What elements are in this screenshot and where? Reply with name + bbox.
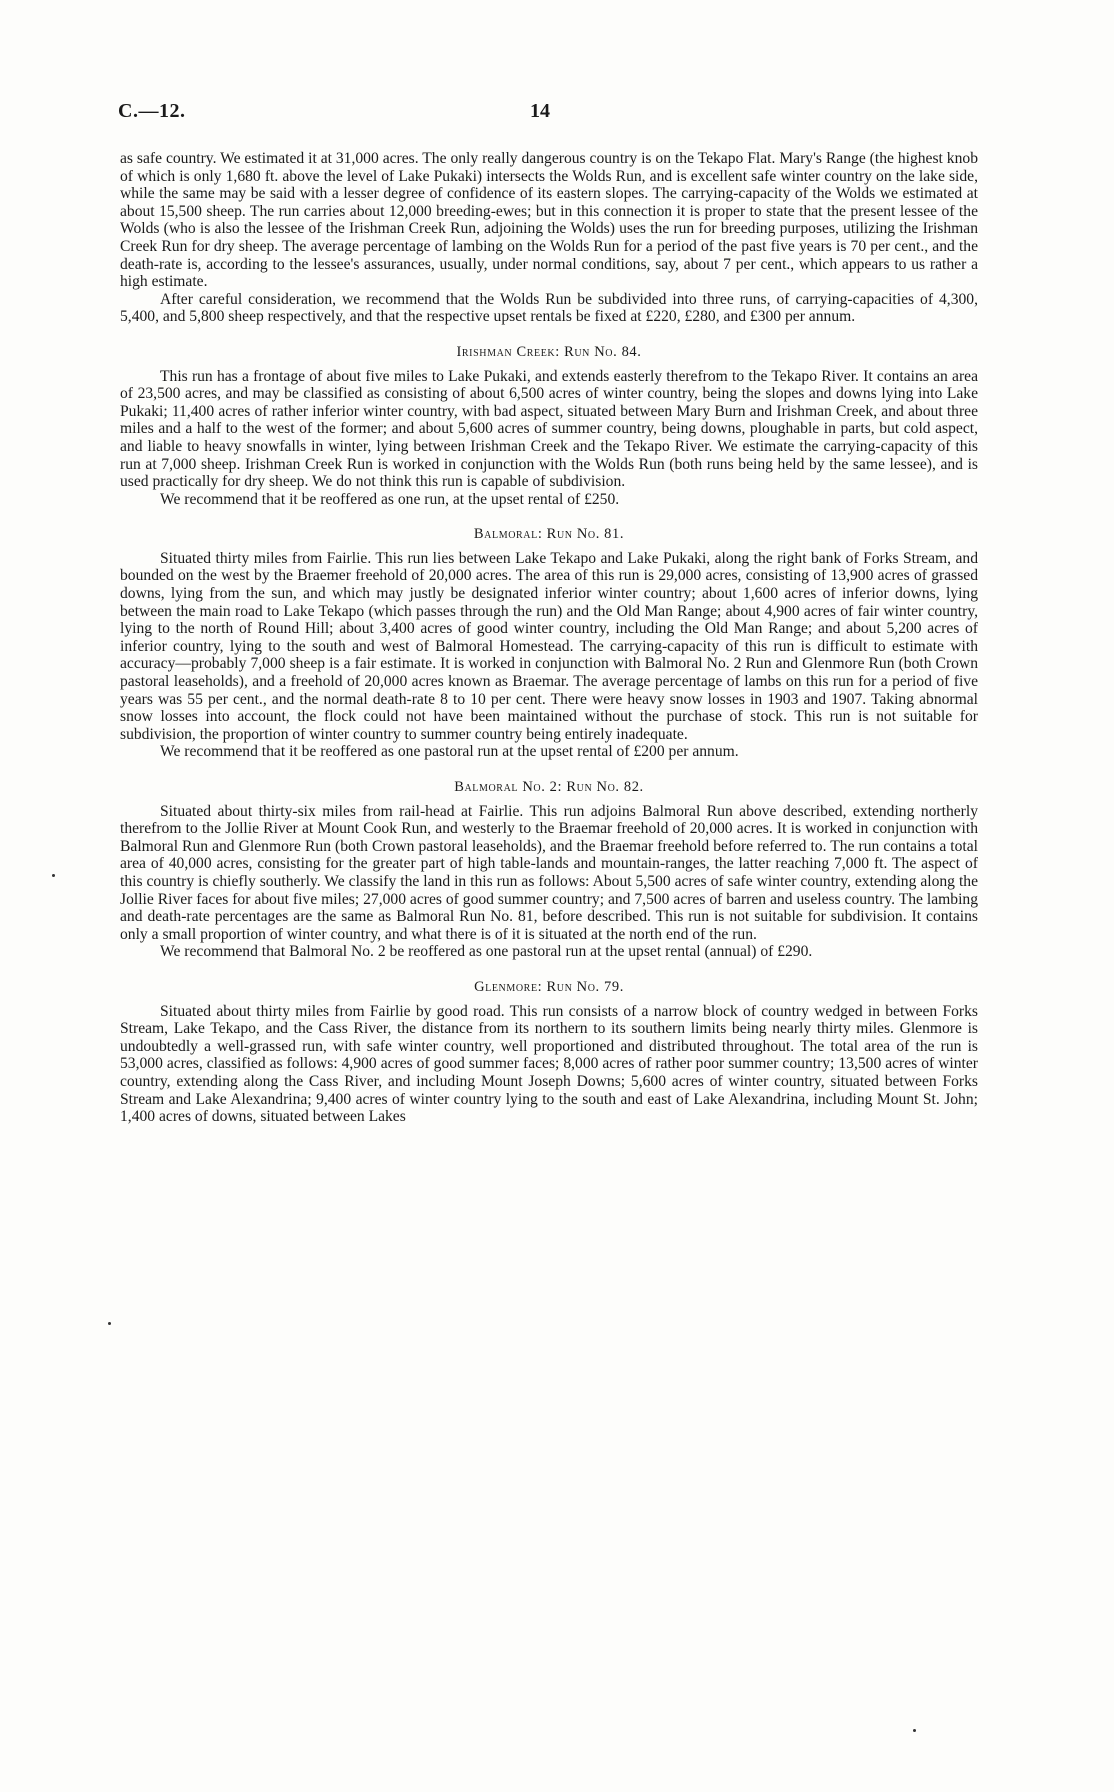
section-recommendation: We recommend that it be reoffered as one pastoral run at the upset rental of £200 per annum.: [160, 743, 739, 761]
scan-speck-icon: [52, 874, 55, 877]
page-number: 14: [530, 100, 550, 122]
section-heading-glenmore: Glenmore: Run No. 79.: [474, 978, 624, 995]
scan-speck-icon: [108, 1322, 111, 1325]
section-paragraph: This run has a frontage of about five miles to Lake Pukaki, and extends easterly therefrom to the Tekapo River. It contains an area of 23,500 acres, and may be classified as consisting of about 6,500 acres of winter country, being the slopes and downs lying into Lake Pukaki; 11,400 acres of rather inferior winter country, with bad aspect, situated between Mary Burn and Irishman Creek, and about three miles and a half to the west of the former; and about 5,600 acres of summer country, being downs, ploughable in parts, but cold aspect, and liable to heavy snowfalls in winter, lying between Irishman Creek and the Tekapo River. We estimate the carrying-capacity of this run at 7,000 sheep. Irishman Creek Run is worked in conjunction with the Wolds Run (both runs being held by the same lessee), and is used practically for dry sheep. We do not think this run is capable of subdivision.: [120, 367, 978, 491]
section-paragraph: Situated about thirty miles from Fairlie by good road. This run consists of a narrow block of country wedged in between Forks Stream, Lake Tekapo, and the Cass River, the distance from its northern to its southern limits being nearly thirty miles. Glenmore is undoubtedly a well-grassed run, with safe winter country, well proportioned and distributed throughout. The total area of the run is 53,000 acres, classified as follows: 4,900 acres of good summer faces; 8,000 acres of rather poor summer country; 13,500 acres of winter country, extending along the Cass River, and including Mount Joseph Downs; 5,600 acres of winter country, situated between Forks Stream and Lake Alexandrina; 9,400 acres of winter country lying to the south and east of Lake Alexandrina, including Mount St. John; 1,400 acres of downs, situated between Lakes: [120, 1002, 978, 1126]
document-reference: C.—12.: [118, 100, 186, 122]
section-paragraph: Situated thirty miles from Fairlie. This run lies between Lake Tekapo and Lake Pukaki, along the right bank of Forks Stream, and bounded on the west by the Braemer freehold of 20,000 acres. The area of this run is 29,000 acres, consisting of 13,900 acres of grassed downs, lying from the sun, and which may justly be designated inferior winter country; about 1,600 acres of inferior downs, lying between the main road to Lake Tekapo (which passes through the run) and the Old Man Range; about 4,900 acres of fair winter country, lying to the north of Round Hill; about 3,400 acres of good winter country, including the Old Man Range; and about 5,200 acres of inferior country, lying to the south and west of Balmoral Homestead. The carrying-capacity of this run is difficult to estimate with accuracy—probably 7,000 sheep is a fair estimate. It is worked in conjunction with Balmoral No. 2 Run and Glenmore Run (both Crown pastoral leaseholds), and a freehold of 20,000 acres known as Braemar. The average percentage of lambs on this run for a period of five years was 55 per cent., and the normal death-rate 8 to 10 per cent. There were heavy snow losses in 1903 and 1907. Taking abnormal snow losses into account, the flock could not have been maintained without the purchase of stock. This run is not suitable for subdivision, the proportion of winter country to summer country being entirely inadequate.: [120, 549, 978, 743]
scan-speck-icon: [913, 1729, 916, 1732]
section-recommendation: We recommend that it be reoffered as one run, at the upset rental of £250.: [160, 490, 620, 508]
intro-paragraph-2: After careful consideration, we recommend that the Wolds Run be subdivided into three runs, of carrying-capacities of 4,300, 5,400, and 5,800 sheep respectively, and that the respective upset rentals be fixed at £220, £280, and £300 per annum.: [120, 290, 978, 326]
section-heading-irishman-creek: Irishman Creek: Run No. 84.: [456, 343, 642, 360]
intro-paragraph-1: as safe country. We estimated it at 31,000 acres. The only really dangerous country is on the Tekapo Flat. Mary's Range (the highest knob of which is only 1,680 ft. above the level of Lake Pukaki) intersects the Wolds Run, and is excellent safe winter country on the lake side, while the same may be said with a lesser degree of confidence of its eastern slopes. The carrying-capacity of the Wolds we estimated at about 15,500 sheep. The run carries about 12,000 breeding-ewes; but in this connection it is proper to state that the present lessee of the Wolds (who is also the lessee of the Irishman Creek Run, adjoining the Wolds) uses the run for breeding purposes, utilizing the Irishman Creek Run for dry sheep. The average percentage of lambing on the Wolds Run for a period of the past five years is 70 per cent., and the death-rate is, according to the lessee's assurances, usually, under normal conditions, say, about 7 per cent., which appears to us rather a high estimate.: [120, 150, 978, 291]
section-paragraph: Situated about thirty-six miles from rail-head at Fairlie. This run adjoins Balmoral Run above described, extending northerly therefrom to the Jollie River at Mount Cook Run, and westerly to the Braemar freehold of 20,000 acres. It is worked in conjunction with Balmoral Run and Glenmore Run (both Crown pastoral leaseholds), and the Braemar freehold before referred to. The run contains a total area of 40,000 acres, consisting for the greater part of high table-lands and mountain-ranges, the latter reaching 7,000 ft. The aspect of this country is chiefly southerly. We classify the land in this run as follows: About 5,500 acres of safe winter country, extending along the Jollie River faces for about five miles; 27,000 acres of good summer country; and 7,500 acres of barren and useless country. The lambing and death-rate percentages are the same as Balmoral Run No. 81, before described. This run is not suitable for subdivision. It contains only a small proportion of winter country, and what there is of it is situated at the north end of the run.: [120, 802, 978, 943]
document-body: [120, 150, 978, 1126]
section-heading-balmoral: Balmoral: Run No. 81.: [473, 526, 625, 543]
section-recommendation: We recommend that Balmoral No. 2 be reoffered as one pastoral run at the upset rental (annual) of £290.: [160, 943, 813, 961]
section-heading-balmoral-no-2: Balmoral No. 2: Run No. 82.: [454, 779, 644, 795]
